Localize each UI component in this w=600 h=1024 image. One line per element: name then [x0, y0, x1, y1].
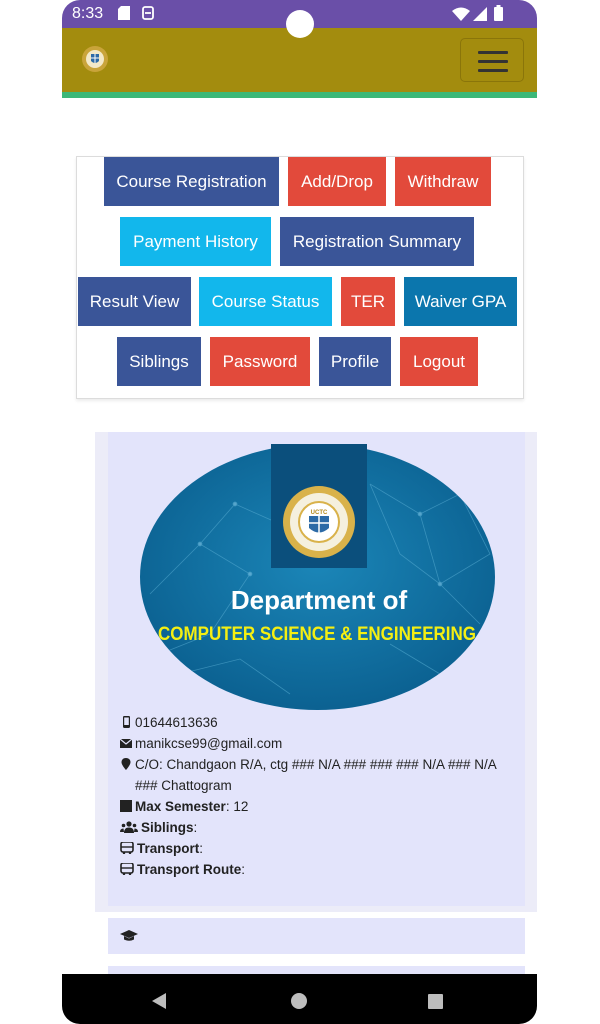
phone-screen — [62, 0, 537, 1024]
home-icon[interactable] — [291, 993, 307, 1009]
withdraw-button[interactable]: Withdraw — [395, 157, 491, 206]
menu-toggle-button[interactable] — [460, 38, 524, 82]
ter-button[interactable]: TER — [341, 277, 395, 326]
siblings-label: Siblings — [141, 820, 194, 835]
department-banner — [140, 444, 495, 710]
users-icon — [120, 821, 138, 833]
graduation-cap-icon — [120, 930, 138, 942]
siblings-button[interactable]: Siblings — [117, 337, 201, 386]
siblings-value: : — [193, 820, 198, 835]
banner-heading: Department of — [230, 585, 408, 615]
profile-info — [120, 712, 510, 880]
password-button[interactable]: Password — [210, 337, 310, 386]
banner-subheading: COMPUTER SCIENCE & ENGINEERING — [158, 624, 476, 645]
transport-label: Transport — [137, 841, 200, 856]
navigation-button-panel — [76, 156, 524, 399]
max-semester-label: Max Semester — [135, 799, 226, 814]
logout-button[interactable]: Logout — [400, 337, 478, 386]
result-view-button[interactable]: Result View — [78, 277, 191, 326]
mobile-phone-icon — [120, 716, 132, 728]
back-icon[interactable] — [152, 993, 166, 1009]
address-row — [120, 754, 510, 796]
bus-icon — [120, 863, 134, 875]
registration-summary-button[interactable]: Registration Summary — [280, 217, 474, 266]
course-status-button[interactable]: Course Status — [199, 277, 332, 326]
profile-card — [95, 432, 537, 912]
transport-value: : — [199, 841, 204, 856]
max-semester-row — [120, 796, 510, 817]
signal-icon — [473, 7, 487, 21]
system-navigation-bar — [62, 974, 537, 1024]
add-drop-button[interactable]: Add/Drop — [288, 157, 386, 206]
siblings-row — [120, 817, 510, 838]
hamburger-menu-icon — [478, 51, 508, 54]
email-address: manikcse99@gmail.com — [135, 736, 283, 751]
profile-card-body — [108, 432, 525, 906]
transport-route-row — [120, 859, 510, 880]
university-logo-icon[interactable] — [80, 44, 110, 74]
transport-route-label: Transport Route — [137, 862, 242, 877]
phone-row — [120, 712, 510, 733]
education-card — [108, 918, 525, 954]
profile-button[interactable]: Profile — [319, 337, 391, 386]
address-text: C/O: Chandgaon R/A, ctg ### N/A ### ### ### N/A ### N/A ### Chattogram — [135, 757, 496, 793]
header-accent-line — [62, 92, 537, 98]
course-registration-button[interactable]: Course Registration — [104, 157, 279, 206]
phone-number: 01644613636 — [135, 715, 218, 730]
battery-icon — [494, 5, 503, 21]
wifi-icon — [452, 7, 470, 21]
email-row — [120, 733, 510, 754]
max-semester-value: : 12 — [225, 799, 249, 814]
transport-row — [120, 838, 510, 859]
svg-text:UCTC: UCTC — [310, 510, 328, 516]
uctc-logo-icon — [283, 486, 355, 558]
status-time: 8:33 — [72, 5, 104, 22]
waiver-gpa-button[interactable]: Waiver GPA — [404, 277, 517, 326]
map-marker-icon — [120, 758, 132, 770]
data-saver-icon — [142, 6, 154, 20]
camera-cutout — [286, 10, 314, 38]
square-icon — [120, 800, 132, 812]
recents-icon[interactable] — [428, 994, 443, 1009]
transport-route-value: : — [241, 862, 246, 877]
bus-icon — [120, 842, 134, 854]
envelope-icon — [120, 737, 132, 749]
sd-card-icon — [118, 6, 130, 20]
payment-history-button[interactable]: Payment History — [120, 217, 271, 266]
